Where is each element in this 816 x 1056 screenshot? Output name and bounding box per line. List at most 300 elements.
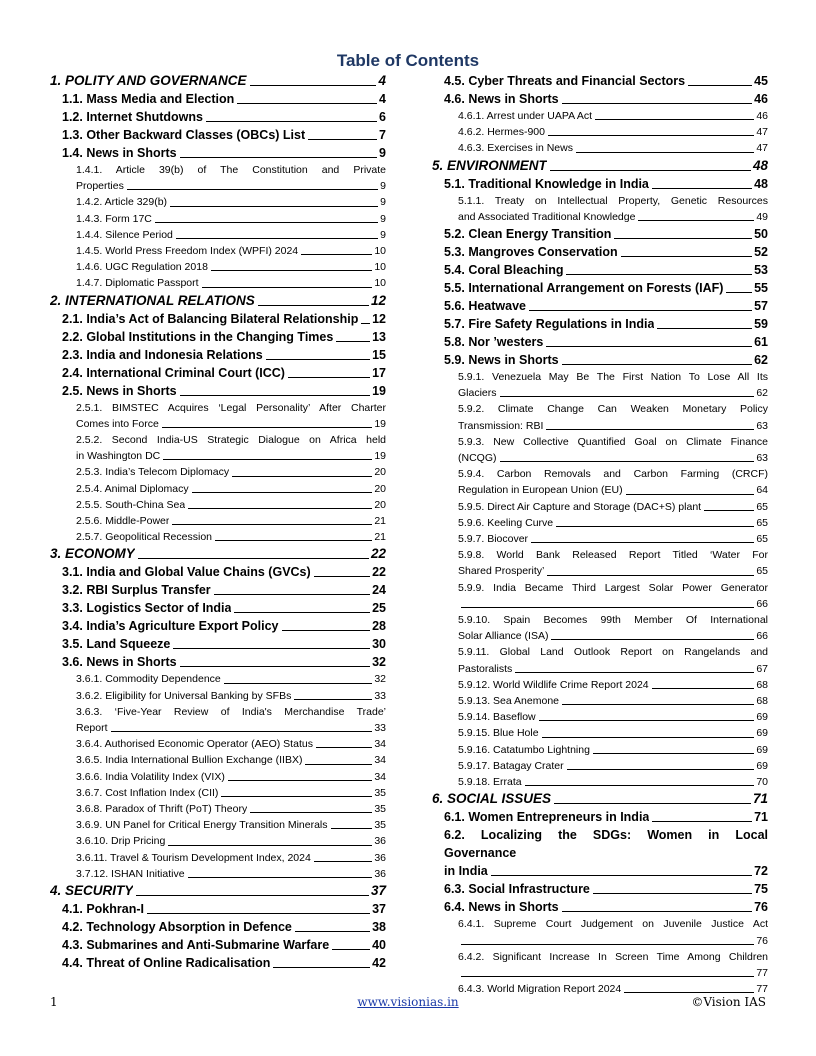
toc-topic[interactable]	[432, 547, 768, 579]
toc-page-number: 9	[380, 180, 386, 193]
toc-entry-title-cont: Solar Alliance (ISA)	[458, 630, 549, 643]
toc-entry-title-cont: and Associated Traditional Knowledge	[458, 210, 636, 223]
toc-entry-title: 5.3. Mangroves Conservation	[444, 245, 618, 260]
toc-page-number: 20	[374, 466, 386, 479]
toc-entry-title: 4.3. Submarines and Anti-Submarine Warfare	[62, 938, 330, 953]
toc-page-number: 69	[756, 743, 768, 756]
toc-leader	[554, 803, 751, 804]
toc-page-number: 76	[754, 900, 768, 915]
toc-subsection[interactable]	[50, 310, 386, 328]
toc-leader	[266, 359, 370, 360]
toc-entry-title: 4.4. Threat of Online Radicalisation	[62, 956, 271, 971]
toc-page-number: 17	[372, 365, 386, 380]
toc-topic[interactable]	[432, 108, 768, 124]
toc-leader	[546, 429, 754, 430]
toc-topic[interactable]	[50, 688, 386, 704]
toc-entry-title: 5.9.5. Direct Air Capture and Storage (DAC+S) plant	[458, 500, 702, 513]
toc-topic[interactable]	[432, 774, 768, 790]
toc-entry-title: 1. POLITY AND GOVERNANCE	[50, 73, 247, 88]
toc-leader	[282, 630, 371, 631]
toc-leader	[726, 292, 752, 293]
toc-entry-title-cont: Transmission: RBI	[458, 419, 544, 432]
toc-subsection[interactable]	[50, 144, 386, 162]
toc-entry-title-cont: Comes into Force	[76, 417, 159, 430]
footer-copyright: ©Vision IAS	[691, 995, 766, 1009]
toc-topic[interactable]	[432, 758, 768, 774]
toc-leader	[192, 492, 373, 493]
toc-page-number: 34	[374, 754, 386, 767]
toc-topic[interactable]	[50, 227, 386, 243]
toc-leader	[652, 688, 755, 689]
toc-page-number: 32	[372, 655, 386, 670]
toc-leader	[515, 672, 754, 673]
toc-entry-title: 2.1. India’s Act of Balancing Bilateral Relationship	[62, 311, 359, 326]
toc-page-number: 69	[756, 727, 768, 740]
toc-leader	[224, 683, 373, 684]
toc-subsection[interactable]	[432, 351, 768, 369]
toc-entry-title: 2.5. News in Shorts	[62, 383, 177, 398]
toc-entry-title: 4. SECURITY	[50, 883, 134, 899]
toc-topic[interactable]	[432, 140, 768, 156]
toc-page-number: 76	[756, 934, 768, 947]
toc-leader	[308, 139, 377, 140]
toc-subsection[interactable]	[50, 617, 386, 635]
toc-leader	[595, 119, 754, 120]
toc-entry-title: 4.6.3. Exercises in News	[458, 142, 573, 155]
toc-entry-line2	[458, 385, 768, 401]
toc-subsection[interactable]	[432, 826, 768, 880]
toc-page-number: 28	[372, 619, 386, 634]
toc-entry-title: 6.2. Localizing the SDGs: Women in Local Governance	[444, 828, 768, 861]
toc-leader	[206, 121, 377, 122]
toc-leader	[547, 575, 754, 576]
toc-page-number: 34	[374, 738, 386, 751]
toc-page-number: 69	[756, 711, 768, 724]
toc-topic[interactable]	[432, 499, 768, 515]
toc-leader	[301, 254, 372, 255]
toc-topic[interactable]	[432, 742, 768, 758]
toc-entry-title: 6.4. News in Shorts	[444, 900, 559, 915]
toc-leader	[576, 152, 754, 153]
toc-leader	[180, 157, 377, 158]
toc-page-number: 7	[379, 128, 386, 142]
toc-subsection[interactable]	[50, 382, 386, 400]
toc-entry-title: 5.9. News in Shorts	[444, 353, 559, 368]
website-link[interactable]: www.visionias.in	[357, 995, 459, 1009]
toc-leader	[250, 85, 377, 86]
toc-leader	[228, 780, 372, 781]
toc-leader	[316, 747, 372, 748]
toc-page-number: 55	[754, 281, 768, 296]
toc-subsection[interactable]	[50, 900, 386, 918]
toc-page-number: 10	[374, 277, 386, 290]
toc-entry-title: 1.4.4. Silence Period	[76, 228, 173, 241]
toc-leader	[314, 576, 370, 577]
toc-page-number: 35	[374, 819, 386, 832]
toc-leader	[546, 346, 752, 347]
toc-leader	[147, 913, 370, 914]
toc-leader	[155, 222, 378, 223]
toc-subsection[interactable]	[432, 333, 768, 351]
toc-subsection[interactable]	[50, 563, 386, 581]
toc-leader	[138, 558, 369, 559]
toc-entry-title: 6.1. Women Entrepreneurs in India	[444, 810, 650, 825]
toc-topic[interactable]	[432, 401, 768, 433]
toc-leader	[531, 542, 754, 543]
toc-topic[interactable]	[432, 949, 768, 981]
toc-subsection[interactable]	[50, 126, 386, 144]
toc-topic[interactable]	[50, 704, 386, 736]
toc-entry-title: 5.9.1. Venezuela May Be The First Nation To Lose All Its	[458, 371, 768, 384]
toc-entry-title: 2. INTERNATIONAL RELATIONS	[50, 292, 255, 308]
toc-leader	[162, 427, 372, 428]
toc-page-number: 77	[756, 983, 768, 996]
toc-entry-title: 5.9.15. Blue Hole	[458, 727, 539, 740]
toc-leader	[336, 341, 370, 342]
toc-subsection[interactable]	[432, 261, 768, 279]
toc-entry-title: 4.6.1. Arrest under UAPA Act	[458, 110, 593, 122]
toc-entry-title: 5.9.3. New Collective Quantified Goal on Climate Finance	[458, 435, 768, 448]
toc-entry-line2	[76, 448, 386, 464]
toc-leader	[500, 396, 755, 397]
toc-entry-title: 3.5. Land Squeeze	[62, 637, 171, 652]
toc-page-number: 10	[374, 261, 386, 274]
toc-entry-title: 5.9.2. Climate Change Can Weaken Monetary Policy	[458, 403, 768, 416]
toc-entry-title: 4.6. News in Shorts	[444, 92, 559, 106]
toc-leader	[562, 911, 752, 912]
toc-page-number: 9	[380, 196, 386, 209]
toc-topic[interactable]	[50, 432, 386, 464]
toc-subsection[interactable]	[432, 315, 768, 333]
toc-subsection[interactable]	[432, 808, 768, 826]
toc-topic[interactable]	[50, 850, 386, 866]
toc-entry-title: 2.5.2. Second India-US Strategic Dialogue on Africa held	[76, 434, 386, 447]
toc-page-number: 46	[754, 92, 768, 106]
toc-subsection[interactable]	[50, 328, 386, 346]
toc-subsection[interactable]	[50, 954, 386, 972]
toc-leader	[111, 731, 373, 732]
toc-entry-title: 5.7. Fire Safety Regulations in India	[444, 317, 655, 332]
toc-subsection[interactable]	[432, 279, 768, 297]
toc-entry-title: 3.3. Logistics Sector of India	[62, 601, 232, 616]
toc-topic[interactable]	[432, 644, 768, 676]
toc-entry-line2	[458, 418, 768, 434]
toc-leader	[593, 753, 754, 754]
toc-leader	[525, 785, 755, 786]
toc-page-number: 46	[756, 110, 768, 122]
toc-leader	[163, 459, 372, 460]
toc-entry-title: 5.4. Coral Bleaching	[444, 263, 564, 278]
toc-section[interactable]	[50, 545, 386, 563]
toc-entry-title: 2.5.5. South-China Sea	[76, 498, 186, 511]
toc-topic[interactable]	[50, 785, 386, 801]
toc-topic[interactable]	[50, 400, 386, 432]
toc-topic[interactable]	[50, 243, 386, 259]
toc-leader	[562, 364, 752, 365]
toc-page-number: 22	[370, 546, 386, 562]
toc-entry-title: 1.3. Other Backward Classes (OBCs) List	[62, 128, 306, 142]
toc-entry-line2	[444, 862, 768, 880]
toc-topic[interactable]	[50, 162, 386, 194]
toc-leader	[562, 103, 752, 104]
toc-entry-title: 5.9.10. Spain Becomes 99th Member Of International	[458, 614, 768, 627]
toc-page-number: 69	[756, 759, 768, 772]
toc-page-number: 36	[374, 867, 386, 880]
toc-leader	[176, 238, 378, 239]
toc-entry-line2	[76, 720, 386, 736]
toc-leader	[500, 461, 755, 462]
toc-leader	[288, 377, 370, 378]
toc-leader	[593, 893, 752, 894]
toc-page-number: 36	[374, 851, 386, 864]
toc-page-number: 77	[756, 966, 768, 979]
toc-leader	[657, 328, 752, 329]
toc-entry-title-cont: Glaciers	[458, 387, 497, 400]
toc-page-number: 70	[756, 776, 768, 789]
toc-topic[interactable]	[50, 671, 386, 687]
toc-entry-title: 2.5.6. Middle-Power	[76, 515, 170, 528]
toc-leader	[621, 256, 752, 257]
toc-topic[interactable]	[50, 497, 386, 513]
toc-entry-title: 3.4. India’s Agriculture Export Policy	[62, 619, 279, 634]
toc-leader	[221, 796, 372, 797]
toc-leader	[173, 648, 370, 649]
toc-leader	[232, 476, 372, 477]
toc-subsection[interactable]	[50, 936, 386, 954]
toc-topic[interactable]	[432, 709, 768, 725]
toc-entry-title-cont: Report	[76, 722, 108, 735]
toc-topic[interactable]	[50, 464, 386, 480]
toc-entry-line2	[76, 416, 386, 432]
toc-entry-title: 3.6.4. Authorised Economic Operator (AEO) Status	[76, 738, 313, 751]
toc-subsection[interactable]	[50, 346, 386, 364]
toc-leader	[295, 931, 370, 932]
toc-page-number: 66	[756, 630, 768, 643]
toc-page-number: 6	[379, 110, 386, 124]
toc-entry-title: 3.6.11. Travel & Tourism Development Index, 2024	[76, 851, 311, 864]
toc-entry-title: 6.4.3. World Migration Report 2024	[458, 983, 622, 996]
toc-entry-line2	[458, 933, 768, 949]
toc-leader	[562, 704, 754, 705]
toc-page-number: 40	[372, 938, 386, 953]
toc-page-number: 12	[370, 292, 386, 308]
toc-leader	[704, 510, 754, 511]
toc-leader	[237, 103, 377, 104]
toc-page-number: 19	[374, 417, 386, 430]
toc-topic[interactable]	[432, 124, 768, 140]
toc-subsection[interactable]	[50, 653, 386, 671]
toc-subsection[interactable]	[432, 297, 768, 315]
toc-page-number: 48	[754, 176, 768, 191]
toc-leader	[556, 526, 754, 527]
toc-entry-line2	[458, 450, 768, 466]
toc-topic[interactable]	[432, 466, 768, 498]
toc-leader	[305, 764, 372, 765]
toc-entry-title: 1.4.5. World Press Freedom Index (WPFI) 2024	[76, 245, 299, 258]
toc-entry-title: 5.9.13. Sea Anemone	[458, 695, 559, 708]
toc-topic[interactable]	[432, 434, 768, 466]
toc-entry-title: 5.9.8. World Bank Released Report Titled ‘Water For	[458, 549, 768, 562]
toc-entry-title: 5.8. Nor ’westers	[444, 335, 544, 350]
toc-section[interactable]	[432, 157, 768, 175]
toc-section[interactable]	[432, 790, 768, 808]
toc-page-number: 34	[374, 770, 386, 783]
toc-page-number: 36	[374, 835, 386, 848]
toc-page-number: 35	[374, 786, 386, 799]
toc-page-number: 12	[372, 311, 386, 326]
toc-page-number: 30	[372, 637, 386, 652]
toc-entry-title: 3.1. India and Global Value Chains (GVCs)	[62, 565, 311, 580]
toc-topic[interactable]	[50, 752, 386, 768]
toc-leader	[168, 845, 372, 846]
toc-topic[interactable]	[432, 193, 768, 225]
toc-page-number: 19	[374, 450, 386, 463]
toc-subsection[interactable]	[50, 635, 386, 653]
toc-subsection[interactable]	[432, 72, 768, 90]
toc-leader	[136, 895, 369, 896]
toc-entry-title: 4.6.2. Hermes-900	[458, 126, 545, 139]
toc-subsection[interactable]	[50, 918, 386, 936]
toc-page-number: 67	[756, 662, 768, 675]
toc-leader	[614, 238, 752, 239]
toc-topic[interactable]	[50, 736, 386, 752]
toc-entry-line2	[76, 178, 386, 194]
toc-topic[interactable]	[432, 677, 768, 693]
toc-entry-title-cont: (NCQG)	[458, 452, 497, 465]
toc-page-number: 49	[756, 210, 768, 223]
toc-entry-title: 3. ECONOMY	[50, 546, 135, 562]
toc-page-number: 61	[754, 335, 768, 350]
toc-page-number: 62	[754, 353, 768, 368]
toc-topic[interactable]	[50, 769, 386, 785]
toc-page-number: 19	[372, 383, 386, 398]
toc-topic[interactable]	[50, 275, 386, 291]
toc-entry-title: 5.9.6. Keeling Curve	[458, 516, 554, 529]
toc-subsection[interactable]	[50, 581, 386, 599]
toc-subsection[interactable]	[50, 108, 386, 126]
toc-entry-title: 3.6.6. India Volatility Index (VIX)	[76, 770, 225, 783]
toc-leader	[215, 540, 372, 541]
toc-entry-title-cont: Properties	[76, 180, 124, 193]
toc-subsection[interactable]	[432, 90, 768, 108]
toc-leader	[652, 821, 752, 822]
toc-topic[interactable]	[432, 369, 768, 401]
toc-entry-line2	[458, 209, 768, 225]
toc-topic[interactable]	[432, 916, 768, 948]
toc-topic[interactable]	[432, 693, 768, 709]
toc-topic[interactable]	[432, 725, 768, 741]
toc-entry-line2	[458, 965, 768, 981]
toc-topic[interactable]	[50, 801, 386, 817]
toc-topic[interactable]	[50, 211, 386, 227]
toc-leader	[548, 135, 754, 136]
toc-leader	[461, 976, 754, 977]
toc-entry-title: 5.9.11. Global Land Outlook Report on Rangelands and	[458, 646, 768, 659]
toc-entry-title: 5.5. International Arrangement on Forests (IAF)	[444, 281, 724, 296]
toc-leader	[172, 524, 372, 525]
toc-page-number: 38	[372, 920, 386, 935]
toc-page-number: 63	[756, 419, 768, 432]
toc-topic[interactable]	[50, 194, 386, 210]
toc-subsection[interactable]	[50, 90, 386, 108]
toc-topic[interactable]	[50, 833, 386, 849]
toc-subsection[interactable]	[432, 243, 768, 261]
toc-entry-title: 2.5.7. Geopolitical Recession	[76, 531, 212, 544]
toc-entry-line2	[458, 482, 768, 498]
toc-page-number: 66	[756, 597, 768, 610]
toc-page-number: 42	[372, 956, 386, 971]
toc-topic[interactable]	[432, 531, 768, 547]
toc-entry-title: 3.6.8. Paradox of Thrift (PoT) Theory	[76, 803, 248, 816]
toc-section[interactable]	[50, 72, 386, 90]
toc-left-column	[50, 72, 386, 972]
toc-page-number: 47	[756, 142, 768, 155]
toc-topic[interactable]	[50, 529, 386, 545]
toc-entry-title: 1.4.1. Article 39(b) of The Constitution and Private	[76, 164, 386, 176]
toc-entry-title: 2.4. International Criminal Court (ICC)	[62, 365, 285, 380]
toc-leader	[258, 305, 369, 306]
toc-page-number: 20	[374, 498, 386, 511]
toc-topic[interactable]	[432, 612, 768, 644]
toc-subsection[interactable]	[432, 880, 768, 898]
toc-page-number: 20	[374, 482, 386, 495]
toc-entry-title: 2.5.3. India’s Telecom Diplomacy	[76, 466, 230, 479]
toc-topic[interactable]	[50, 259, 386, 275]
toc-entry-title: 5.9.9. India Became Third Largest Solar Power Generator	[458, 581, 768, 594]
toc-leader	[234, 612, 370, 613]
toc-right-column	[432, 72, 768, 997]
toc-leader	[688, 85, 752, 86]
toc-topic[interactable]	[50, 481, 386, 497]
toc-entry-title: 3.6.3. ‘Five-Year Review of India's Merchandise Trade’	[76, 705, 386, 718]
toc-topic[interactable]	[50, 513, 386, 529]
toc-page-number: 37	[372, 902, 386, 917]
toc-leader	[529, 310, 752, 311]
toc-entry-title: 3.6.1. Commodity Dependence	[76, 673, 221, 686]
toc-entry-title: 4.5. Cyber Threats and Financial Sectors	[444, 74, 686, 88]
toc-leader	[542, 737, 755, 738]
toc-section[interactable]	[50, 882, 386, 900]
toc-entry-title: 3.6. News in Shorts	[62, 655, 177, 670]
toc-entry-title: 1.4. News in Shorts	[62, 146, 177, 160]
toc-topic[interactable]	[50, 817, 386, 833]
page-number: 1	[50, 995, 58, 1009]
toc-entry-title: 1.1. Mass Media and Election	[62, 92, 235, 106]
toc-topic[interactable]	[432, 515, 768, 531]
toc-subsection[interactable]	[432, 225, 768, 243]
toc-topic[interactable]	[50, 866, 386, 882]
toc-page-number: 9	[380, 228, 386, 241]
toc-section[interactable]	[50, 292, 386, 310]
toc-subsection[interactable]	[432, 175, 768, 193]
toc-leader	[551, 639, 754, 640]
toc-entry-title: 2.2. Global Institutions in the Changing Times	[62, 329, 334, 344]
toc-topic[interactable]	[432, 580, 768, 612]
toc-page-number: 71	[752, 791, 768, 807]
toc-subsection[interactable]	[50, 364, 386, 382]
toc-leader	[461, 607, 754, 608]
toc-subsection[interactable]	[50, 599, 386, 617]
toc-page-number: 68	[756, 678, 768, 691]
toc-subsection[interactable]	[432, 898, 768, 916]
toc-page-number: 32	[374, 673, 386, 686]
toc-leader	[550, 170, 751, 171]
toc-entry-title: 1.4.6. UGC Regulation 2018	[76, 261, 208, 274]
toc-entry-title: 5.9.4. Carbon Removals and Carbon Farming (CRCF)	[458, 468, 768, 481]
toc-page-number: 35	[374, 803, 386, 816]
toc-entry-title: 6. SOCIAL ISSUES	[432, 791, 552, 807]
toc-page-number: 4	[379, 92, 386, 106]
